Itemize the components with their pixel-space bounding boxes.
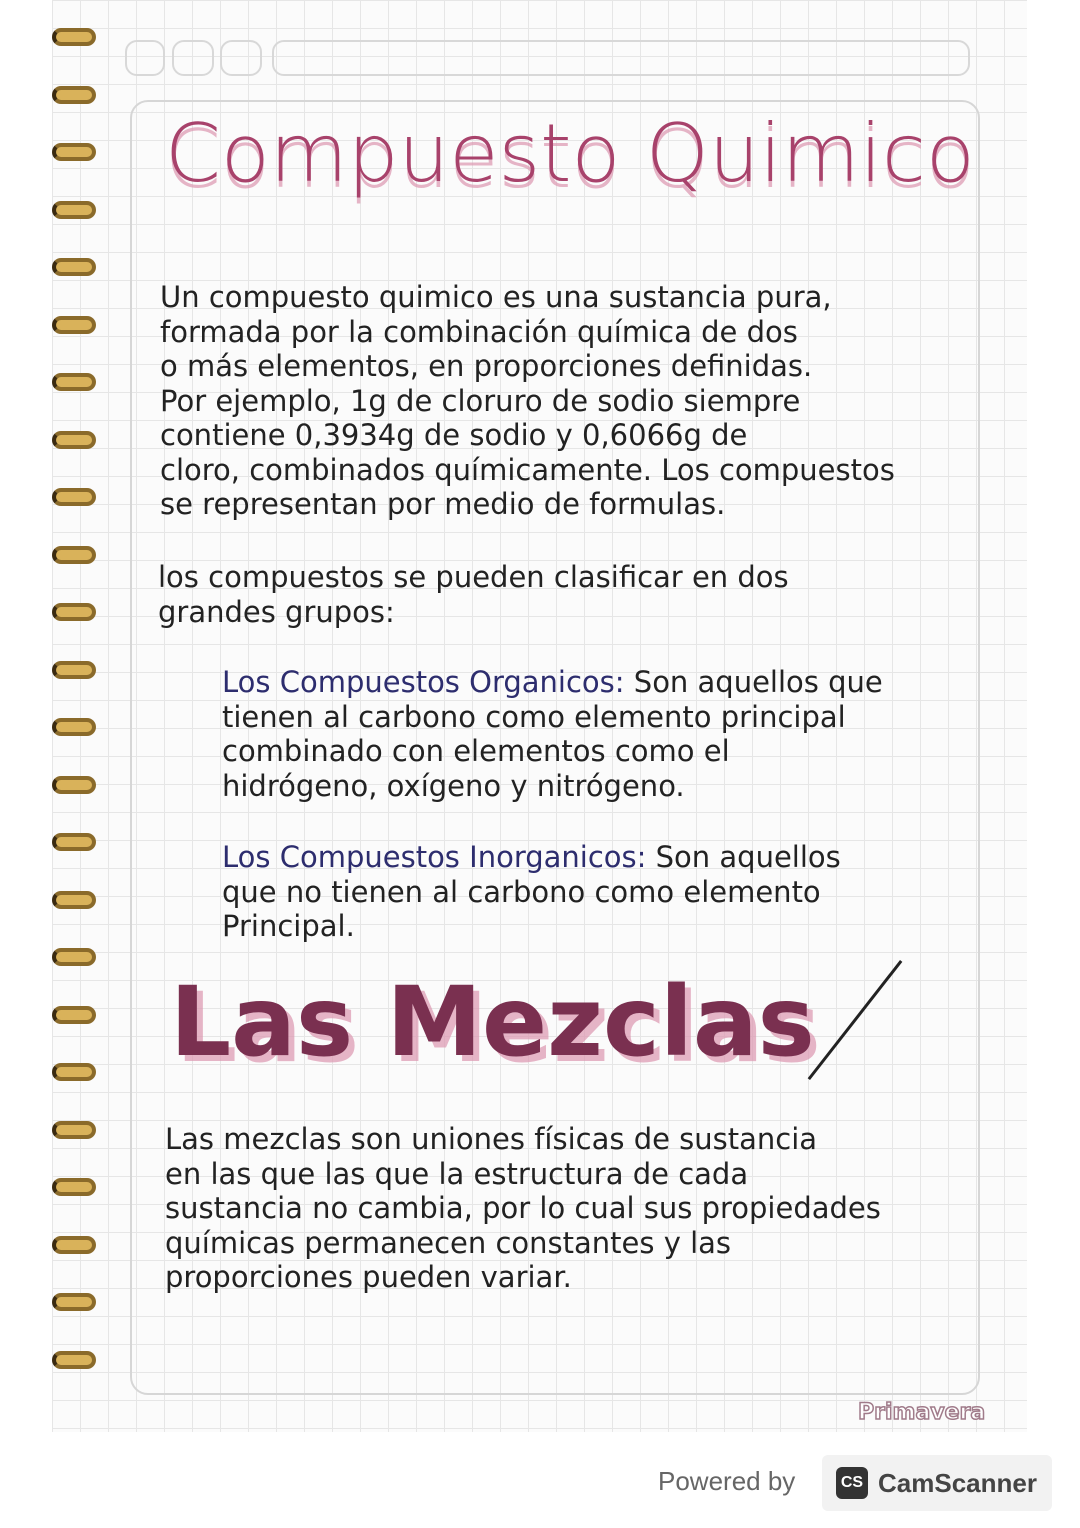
header-box (125, 40, 165, 76)
text-line: que no tienen al carbono como elemento (222, 874, 821, 909)
spiral-ring (52, 546, 96, 564)
spiral-ring (52, 86, 96, 104)
spiral-ring (52, 201, 96, 219)
camscanner-badge (822, 1455, 1052, 1511)
inorganic-heading: Los Compuestos Inorganicos: (222, 840, 647, 874)
text-line: o más elementos, en proporciones definidas. (160, 349, 813, 383)
spiral-ring (52, 1293, 96, 1311)
text-line: los compuestos se pueden clasificar en dos (158, 560, 789, 594)
text-line: tienen al carbono como elemento principal (222, 699, 846, 734)
spiral-ring (52, 661, 96, 679)
brand-logo: Primavera (858, 1400, 986, 1425)
section-title: Las Mezclas (170, 966, 815, 1078)
text-line: Principal. (222, 909, 355, 943)
text-line: Las mezclas son uniones físicas de sustancia (165, 1122, 818, 1156)
text-line: grandes grupos: (158, 594, 395, 629)
text-line: hidrógeno, oxígeno y nitrógeno. (222, 768, 685, 803)
spiral-ring (52, 1121, 96, 1139)
page-title: Compuesto Quimico (165, 107, 975, 200)
groups-paragraph (158, 560, 789, 629)
spiral-ring (52, 258, 96, 276)
header-box (172, 40, 214, 76)
spiral-ring (52, 1178, 96, 1196)
powered-by-text: Powered by (658, 1466, 796, 1496)
camscanner-icon: CS (836, 1467, 868, 1499)
text-line: Por ejemplo, 1g de cloruro de sodio siempre (160, 383, 801, 418)
spiral-ring (52, 833, 96, 851)
text-line: se representan por medio de formulas. (160, 487, 726, 521)
text-line: químicas permanecen constantes y las (165, 1225, 732, 1260)
spiral-ring (52, 891, 96, 909)
spiral-ring (52, 776, 96, 794)
spiral-ring (52, 1063, 96, 1081)
mezclas-paragraph (165, 1122, 881, 1295)
spiral-ring (52, 718, 96, 736)
text-line: sustancia no cambia, por lo cual sus propiedades (165, 1191, 881, 1225)
spiral-ring (52, 1236, 96, 1254)
spiral-binding (52, 20, 100, 1420)
text-span: Son aquellos que (624, 665, 883, 699)
text-span: Son aquellos (646, 840, 841, 874)
header-bar (272, 40, 970, 76)
text-line: contiene 0,3934g de sodio y 0,6066g de (160, 418, 748, 452)
spiral-ring (52, 316, 96, 334)
spiral-ring (52, 373, 96, 391)
spiral-ring (52, 431, 96, 449)
inorganic-paragraph (222, 840, 841, 944)
spiral-ring (52, 1006, 96, 1024)
spiral-ring (52, 143, 96, 161)
spiral-ring (52, 948, 96, 966)
camscanner-label: CamScanner (878, 1467, 1037, 1498)
text-line: formada por la combinación química de dos (160, 314, 798, 349)
text-line: Un compuesto quimico es una sustancia pura, (160, 280, 832, 314)
spiral-ring (52, 488, 96, 506)
organic-paragraph (222, 665, 883, 803)
intro-paragraph (160, 280, 895, 522)
text-line: cloro, combinados químicamente. Los compuestos (160, 452, 895, 487)
text-line (222, 840, 841, 875)
spiral-ring (52, 28, 96, 46)
text-line: en las que las que la estructura de cada (165, 1156, 749, 1191)
text-line (222, 665, 883, 700)
header-box (220, 40, 262, 76)
organic-heading: Los Compuestos Organicos: (222, 665, 625, 699)
text-line: combinado con elementos como el (222, 734, 730, 768)
spiral-ring (52, 603, 96, 621)
text-line: proporciones pueden variar. (165, 1260, 572, 1294)
spiral-ring (52, 1351, 96, 1369)
